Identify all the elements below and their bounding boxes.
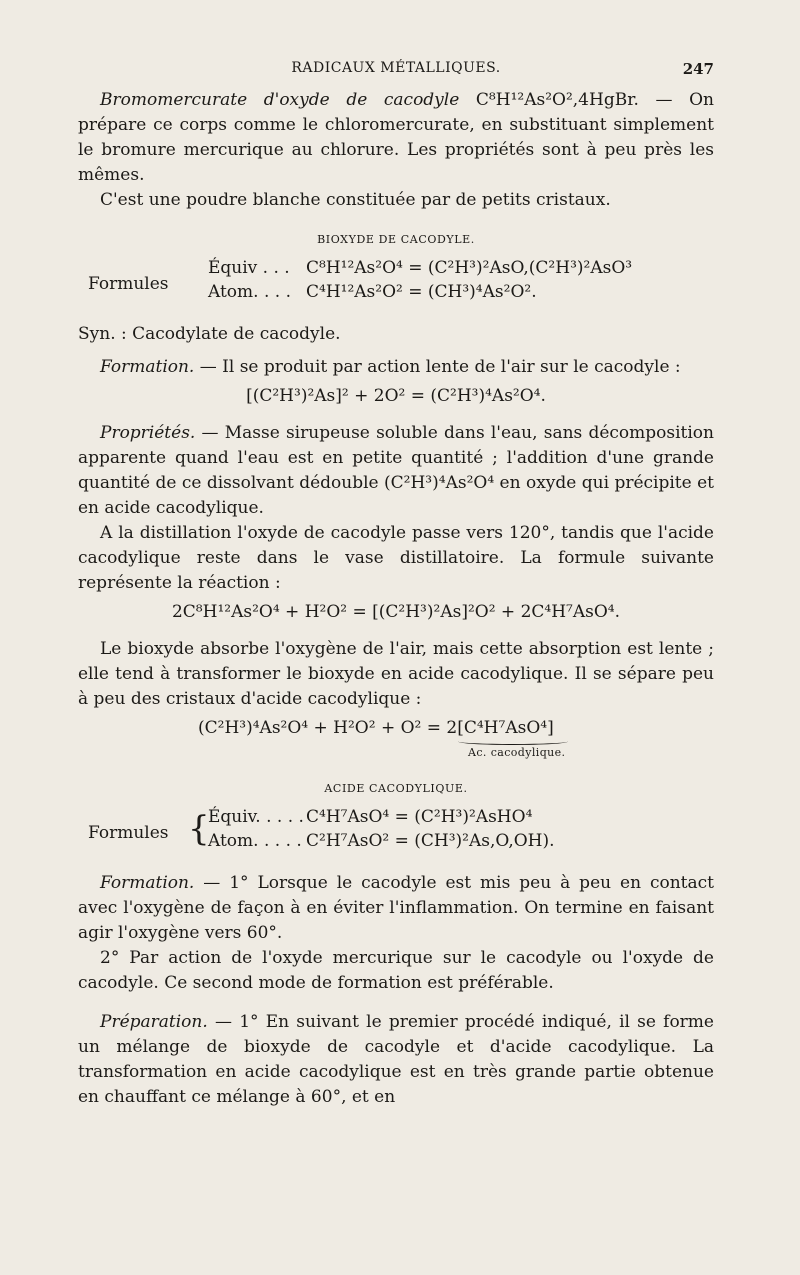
intro-paragraph (78, 88, 714, 188)
preparation-paragraph: Préparation. — 1° En suivant le premier procédé indiqué, il se forme un mélange de bioxyde de cacodyle et d'acide cacodylique. La transformation en acide cacodylique est en très grande partie obtenue en chauffant ce mélange à 60°, et en (78, 1012, 714, 1107)
distillation-equation: 2C⁸H¹²As²O⁴ + H²O² = [(C²H³)²As]²O² + 2C⁴H⁷AsO⁴. (171, 602, 621, 622)
page-number: 247 (682, 60, 714, 78)
underbrace-label: Ac. cacodylique. (468, 746, 566, 759)
intro-paragraph-2: C'est une poudre blanche constituée par de petits cristaux. (100, 190, 611, 210)
formula-row-atom: Atom. . . . . C²H⁷AsO² = (CH³)²As,O,OH). (208, 831, 555, 851)
formula-row-atom: Atom. . . . C⁴H¹²As²O² = (CH³)⁴As²O². (208, 282, 537, 302)
formation-equation: [(C²H³)²As]² + 2O² = (C²H³)⁴As²O⁴. (246, 386, 546, 406)
page-body (78, 88, 714, 1110)
section-heading-acide: ACIDE CACODYLIQUE. (324, 782, 468, 795)
intro-text: C⁸H¹²As²O²,4HgBr. — On prépare ce corps comme le chloromercurate, en substituant simplement le bromure mercurique au chlorure. Les propriétés sont à peu près les mêmes. (78, 90, 714, 185)
section-heading-bioxyde: BIOXYDE DE CACODYLE. (317, 233, 475, 246)
formulas-block-acide (78, 805, 714, 865)
absorption-equation-block (78, 716, 714, 766)
page-header (78, 60, 714, 84)
formulas-label: Formules (88, 823, 169, 843)
formula-row-equiv: Équiv. . . . . C⁴H⁷AsO⁴ = (C²H³)²AsHO⁴ (208, 807, 533, 827)
formation-paragraph-acide: Formation. — 1° Lorsque le cacodyle est mis peu à peu en contact avec l'oxygène de façon à en éviter l'inflammation. On termine en faisant agir l'oxygène vers 60°. (78, 873, 714, 943)
curly-brace: { (188, 809, 210, 849)
absorption-paragraph: Le bioxyde absorbe l'oxygène de l'air, mais cette absorption est lente ; elle tend à transformer le bioxyde en acide cacodylique. Il se sépare peu à peu des cristaux d'acide cacodylique : (78, 639, 714, 709)
formulas-label: Formules (88, 274, 169, 294)
formula-row-equiv: Équiv . . . C⁸H¹²As²O⁴ = (C²H³)²AsO,(C²H³)²AsO³ (208, 258, 633, 278)
absorption-equation: (C²H³)⁴As²O⁴ + H²O² + O² = 2[C⁴H⁷AsO⁴] (198, 718, 554, 738)
distillation-paragraph: A la distillation l'oxyde de cacodyle passe vers 120°, tandis que l'acide cacodylique reste dans le vase distillatoire. La formule suivante représente la réaction : (78, 523, 714, 593)
formation-paragraph: Formation. — Il se produit par action lente de l'air sur le cacodyle : (100, 357, 681, 377)
synonym-line: Syn. : Cacodylate de cacodyle. (78, 324, 341, 344)
formulas-block-bioxyde (78, 256, 714, 316)
formation-paragraph-2: 2° Par action de l'oxyde mercurique sur le cacodyle ou l'oxyde de cacodyle. Ce second mode de formation est préférable. (78, 948, 714, 993)
running-title: RADICAUX MÉTALLIQUES. (291, 60, 501, 76)
properties-paragraph: Propriétés. — Masse sirupeuse soluble dans l'eau, sans décomposition apparente quand l'eau est en petite quantité ; l'addition d'une grande quantité de ce dissolvant dédouble (C²H³)⁴As²O⁴ en oxyde qui précipite et en acide cacodylique. (78, 423, 714, 518)
compound-title: Bromomercurate d'oxyde de cacodyle (100, 90, 460, 110)
